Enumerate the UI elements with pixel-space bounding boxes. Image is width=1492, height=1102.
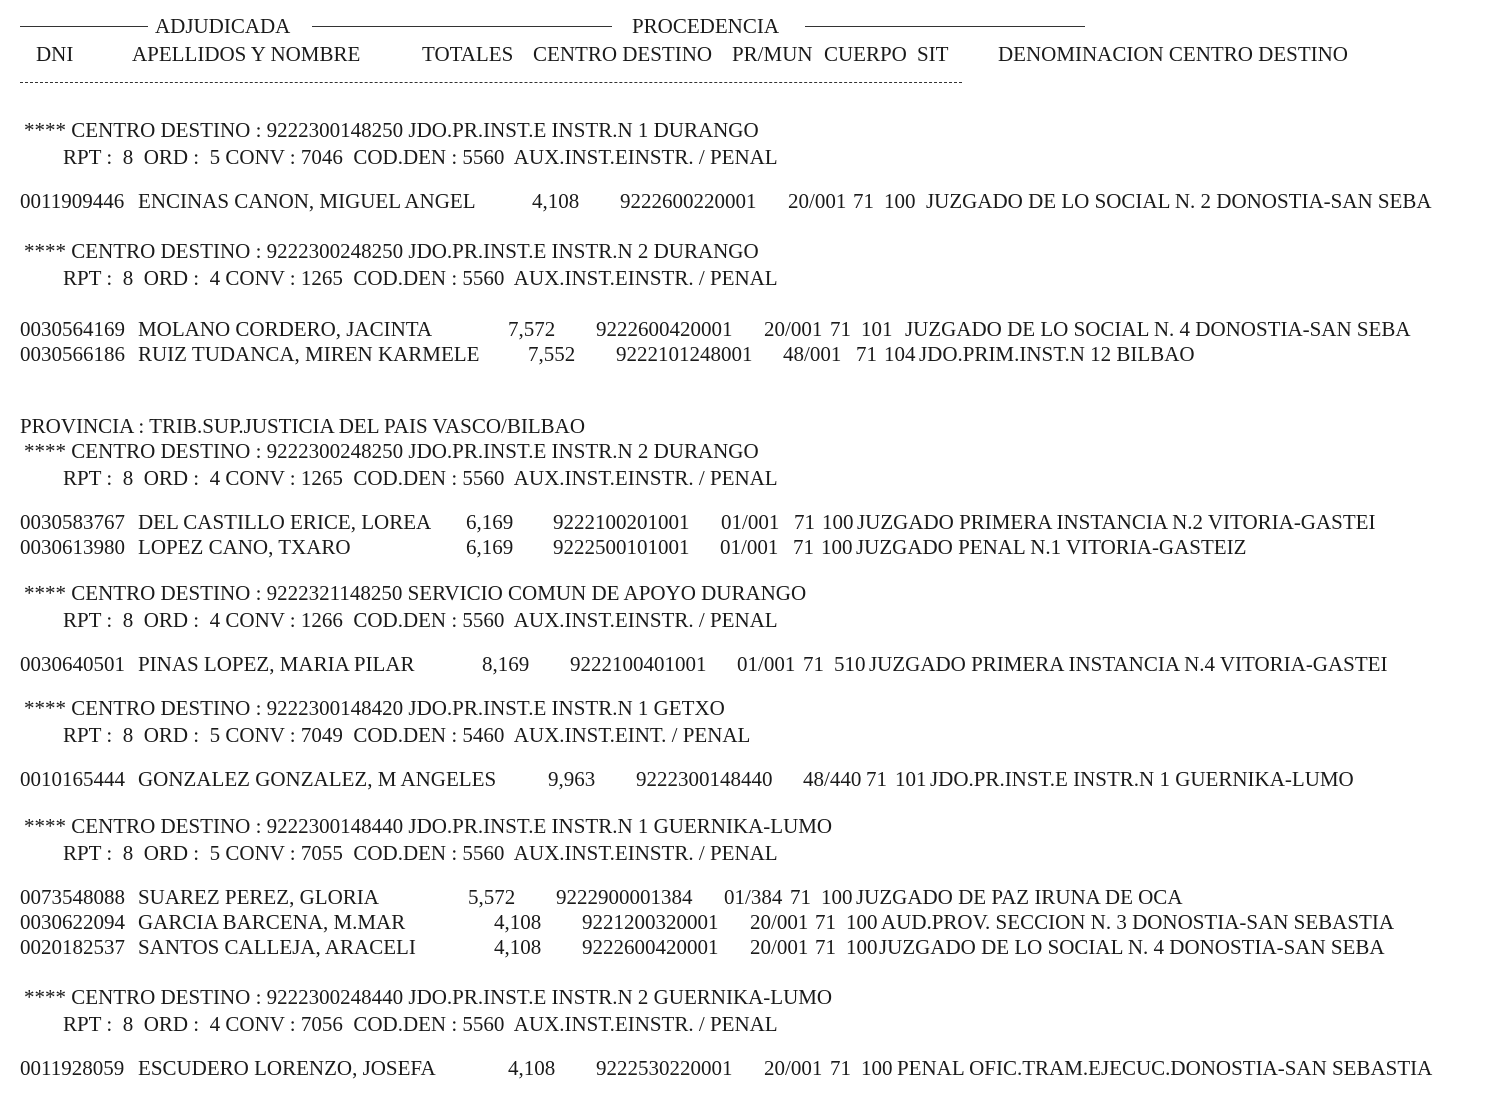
cell-dni: 0030613980 bbox=[20, 535, 125, 559]
cell-denominacion: JUZGADO DE PAZ IRUNA DE OCA bbox=[856, 885, 1183, 909]
cell-totales: 8,169 bbox=[482, 652, 530, 676]
cell-totales: 9,963 bbox=[548, 767, 596, 791]
provincia-heading: PROVINCIA : TRIB.SUP.JUSTICIA DEL PAIS VASCO/BILBAO bbox=[20, 414, 585, 438]
cell-totales: 7,572 bbox=[508, 317, 556, 341]
cell-totales: 4,108 bbox=[494, 910, 542, 934]
cell-cuerpo: 71 bbox=[793, 535, 814, 559]
col-apellidos: APELLIDOS Y NOMBRE bbox=[132, 42, 361, 66]
col-sit: SIT bbox=[917, 42, 949, 66]
rpt-line: RPT : 8 ORD : 5 CONV : 7046 COD.DEN : 5560 AUX.INST.EINSTR. / PENAL bbox=[63, 145, 778, 169]
cell-nombre: ENCINAS CANON, MIGUEL ANGEL bbox=[138, 189, 476, 213]
cell-denominacion: JUZGADO PENAL N.1 VITORIA-GASTEIZ bbox=[856, 535, 1247, 559]
cell-cuerpo: 71 bbox=[866, 767, 887, 791]
cell-totales: 5,572 bbox=[468, 885, 516, 909]
cell-centro: 9222600420001 bbox=[596, 317, 733, 341]
cell-nombre: GONZALEZ GONZALEZ, M ANGELES bbox=[138, 767, 497, 791]
cell-nombre: DEL CASTILLO ERICE, LOREA bbox=[138, 510, 432, 534]
col-dni: DNI bbox=[36, 42, 74, 66]
cell-dni: 0011909446 bbox=[20, 189, 125, 213]
cell-dni: 0030564169 bbox=[20, 317, 125, 341]
cell-centro: 9222900001384 bbox=[556, 885, 693, 909]
cell-prmun: 20/001 bbox=[788, 189, 847, 213]
header-adjudicada: ADJUDICADA bbox=[155, 14, 291, 38]
cell-cuerpo: 71 bbox=[794, 510, 815, 534]
col-pr-mun: PR/MUN bbox=[732, 42, 813, 66]
cell-sit: 100 bbox=[861, 1056, 893, 1080]
cell-denominacion: JUZGADO DE LO SOCIAL N. 4 DONOSTIA-SAN SEBA bbox=[905, 317, 1411, 341]
centro-destino-heading: **** CENTRO DESTINO : 9222300148250 JDO.PR.INST.E INSTR.N 1 DURANGO bbox=[24, 118, 759, 142]
centro-destino-heading: **** CENTRO DESTINO : 9222300148420 JDO.PR.INST.E INSTR.N 1 GETXO bbox=[24, 696, 725, 720]
cell-prmun: 20/001 bbox=[764, 1056, 823, 1080]
cell-denominacion: JUZGADO DE LO SOCIAL N. 4 DONOSTIA-SAN SEBA bbox=[879, 935, 1385, 959]
cell-prmun: 20/001 bbox=[750, 935, 809, 959]
cell-cuerpo: 71 bbox=[815, 910, 836, 934]
cell-totales: 6,169 bbox=[466, 535, 514, 559]
cell-dni: 0030640501 bbox=[20, 652, 125, 676]
cell-centro: 9221200320001 bbox=[582, 910, 719, 934]
col-denominacion: DENOMINACION CENTRO DESTINO bbox=[998, 42, 1348, 66]
cell-nombre: SUAREZ PEREZ, GLORIA bbox=[138, 885, 379, 909]
cell-prmun: 01/001 bbox=[720, 535, 779, 559]
header-dash-1 bbox=[20, 26, 148, 27]
cell-totales: 7,552 bbox=[528, 342, 576, 366]
cell-prmun: 01/384 bbox=[724, 885, 783, 909]
col-cuerpo: CUERPO bbox=[824, 42, 907, 66]
cell-sit: 100 bbox=[846, 910, 878, 934]
cell-cuerpo: 71 bbox=[830, 1056, 851, 1080]
cell-totales: 4,108 bbox=[532, 189, 580, 213]
rpt-line: RPT : 8 ORD : 4 CONV : 1265 COD.DEN : 5560 AUX.INST.EINSTR. / PENAL bbox=[63, 466, 778, 490]
cell-dni: 0030566186 bbox=[20, 342, 125, 366]
cell-prmun: 01/001 bbox=[737, 652, 796, 676]
cell-centro: 9222300148440 bbox=[636, 767, 773, 791]
cell-denominacion: JUZGADO PRIMERA INSTANCIA N.4 VITORIA-GASTEI bbox=[869, 652, 1388, 676]
centro-destino-heading: **** CENTRO DESTINO : 9222300248250 JDO.PR.INST.E INSTR.N 2 DURANGO bbox=[24, 239, 759, 263]
cell-sit: 100 bbox=[884, 189, 916, 213]
cell-totales: 4,108 bbox=[494, 935, 542, 959]
header-procedencia: PROCEDENCIA bbox=[632, 14, 780, 38]
cell-centro: 9222100201001 bbox=[553, 510, 690, 534]
col-totales: TOTALES bbox=[422, 42, 514, 66]
cell-prmun: 48/001 bbox=[783, 342, 842, 366]
cell-dni: 0020182537 bbox=[20, 935, 125, 959]
header-dash-3 bbox=[805, 26, 1085, 27]
cell-dni: 0073548088 bbox=[20, 885, 125, 909]
cell-denominacion: JDO.PR.INST.E INSTR.N 1 GUERNIKA-LUMO bbox=[930, 767, 1354, 791]
col-centro-destino: CENTRO DESTINO bbox=[533, 42, 713, 66]
cell-sit: 101 bbox=[861, 317, 893, 341]
cell-denominacion: AUD.PROV. SECCION N. 3 DONOSTIA-SAN SEBASTIA bbox=[881, 910, 1394, 934]
cell-sit: 100 bbox=[846, 935, 878, 959]
cell-cuerpo: 71 bbox=[830, 317, 851, 341]
cell-nombre: MOLANO CORDERO, JACINTA bbox=[138, 317, 433, 341]
cell-centro: 9222101248001 bbox=[616, 342, 753, 366]
rpt-line: RPT : 8 ORD : 5 CONV : 7055 COD.DEN : 5560 AUX.INST.EINSTR. / PENAL bbox=[63, 841, 778, 865]
cell-sit: 104 bbox=[884, 342, 916, 366]
cell-dni: 0030583767 bbox=[20, 510, 125, 534]
cell-cuerpo: 71 bbox=[856, 342, 877, 366]
cell-cuerpo: 71 bbox=[803, 652, 824, 676]
cell-cuerpo: 71 bbox=[790, 885, 811, 909]
cell-cuerpo: 71 bbox=[853, 189, 874, 213]
cell-nombre: RUIZ TUDANCA, MIREN KARMELE bbox=[138, 342, 480, 366]
cell-nombre: LOPEZ CANO, TXARO bbox=[138, 535, 351, 559]
header-dash-2 bbox=[312, 26, 612, 27]
centro-destino-heading: **** CENTRO DESTINO : 9222300148440 JDO.PR.INST.E INSTR.N 1 GUERNIKA-LUMO bbox=[24, 814, 833, 838]
cell-centro: 9222600220001 bbox=[620, 189, 757, 213]
rpt-line: RPT : 8 ORD : 4 CONV : 1266 COD.DEN : 5560 AUX.INST.EINSTR. / PENAL bbox=[63, 608, 778, 632]
cell-prmun: 20/001 bbox=[750, 910, 809, 934]
cell-denominacion: PENAL OFIC.TRAM.EJECUC.DONOSTIA-SAN SEBASTIA bbox=[897, 1056, 1433, 1080]
cell-dni: 0011928059 bbox=[20, 1056, 125, 1080]
cell-totales: 4,108 bbox=[508, 1056, 556, 1080]
cell-nombre: PINAS LOPEZ, MARIA PILAR bbox=[138, 652, 415, 676]
cell-centro: 9222530220001 bbox=[596, 1056, 733, 1080]
rpt-line: RPT : 8 ORD : 4 CONV : 7056 COD.DEN : 5560 AUX.INST.EINSTR. / PENAL bbox=[63, 1012, 778, 1036]
cell-dni: 0010165444 bbox=[20, 767, 125, 791]
cell-denominacion: JDO.PRIM.INST.N 12 BILBAO bbox=[919, 342, 1195, 366]
cell-centro: 9222100401001 bbox=[570, 652, 707, 676]
cell-nombre: ESCUDERO LORENZO, JOSEFA bbox=[138, 1056, 436, 1080]
centro-destino-heading: **** CENTRO DESTINO : 9222321148250 SERVICIO COMUN DE APOYO DURANGO bbox=[24, 581, 807, 605]
cell-nombre: GARCIA BARCENA, M.MAR bbox=[138, 910, 406, 934]
cell-sit: 100 bbox=[822, 510, 854, 534]
cell-centro: 9222600420001 bbox=[582, 935, 719, 959]
cell-centro: 9222500101001 bbox=[553, 535, 690, 559]
cell-dni: 0030622094 bbox=[20, 910, 125, 934]
rpt-line: RPT : 8 ORD : 4 CONV : 1265 COD.DEN : 5560 AUX.INST.EINSTR. / PENAL bbox=[63, 266, 778, 290]
cell-sit: 101 bbox=[895, 767, 927, 791]
cell-prmun: 48/440 bbox=[803, 767, 862, 791]
cell-totales: 6,169 bbox=[466, 510, 514, 534]
cell-sit: 100 bbox=[821, 885, 853, 909]
centro-destino-heading: **** CENTRO DESTINO : 9222300248440 JDO.PR.INST.E INSTR.N 2 GUERNIKA-LUMO bbox=[24, 985, 833, 1009]
cell-nombre: SANTOS CALLEJA, ARACELI bbox=[138, 935, 416, 959]
cell-prmun: 01/001 bbox=[721, 510, 780, 534]
cell-sit: 510 bbox=[834, 652, 866, 676]
cell-denominacion: JUZGADO PRIMERA INSTANCIA N.2 VITORIA-GASTEI bbox=[857, 510, 1376, 534]
rpt-line: RPT : 8 ORD : 5 CONV : 7049 COD.DEN : 5460 AUX.INST.EINT. / PENAL bbox=[63, 723, 751, 747]
centro-destino-heading: **** CENTRO DESTINO : 9222300248250 JDO.PR.INST.E INSTR.N 2 DURANGO bbox=[24, 439, 759, 463]
cell-prmun: 20/001 bbox=[764, 317, 823, 341]
cell-denominacion: JUZGADO DE LO SOCIAL N. 2 DONOSTIA-SAN SEBA bbox=[926, 189, 1432, 213]
cell-sit: 100 bbox=[821, 535, 853, 559]
cell-cuerpo: 71 bbox=[815, 935, 836, 959]
header-underline bbox=[20, 82, 962, 83]
